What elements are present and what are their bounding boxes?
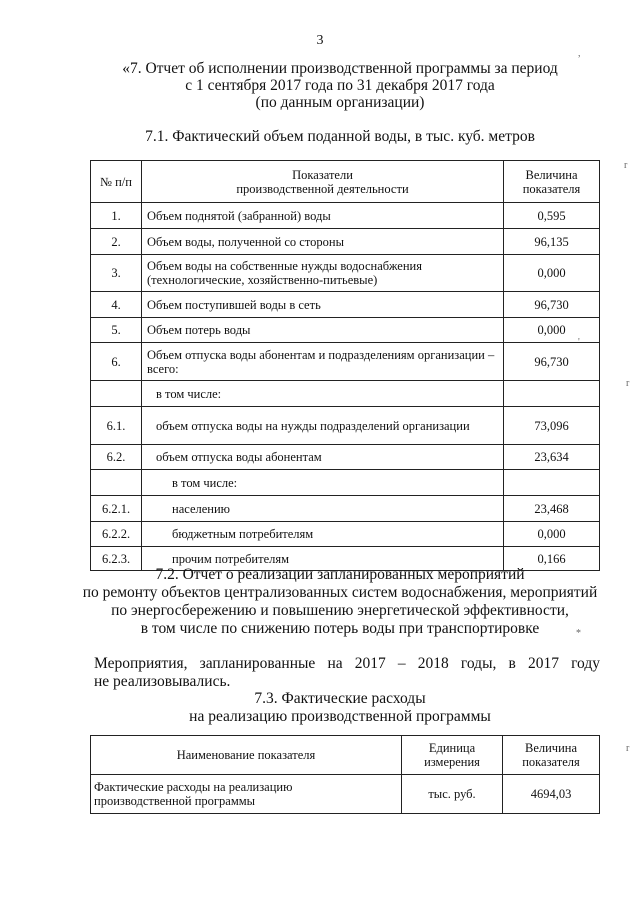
- header-num: № п/п: [91, 161, 142, 203]
- row-value: 0,000: [504, 318, 600, 343]
- table-row: [91, 407, 600, 445]
- header-indicator: [142, 161, 504, 203]
- row-label: бюджетным потребителям: [142, 522, 504, 547]
- scan-mark: ,: [578, 48, 581, 59]
- row-value: [504, 470, 600, 496]
- expense-name-line-2: производственной программы: [94, 794, 256, 808]
- expense-name-line-1: Фактические расходы на реализацию: [94, 780, 293, 794]
- row-value: [504, 381, 600, 407]
- header-indicator-line-2: производственной деятельности: [236, 181, 409, 196]
- section-7-2-title-line-3: по энергосбережению и повышению энергетической эффективности,: [111, 602, 569, 619]
- water-volume-table: [90, 160, 600, 571]
- section-7-2-title-line-1: 7.2. Отчет о реализации запланированных мероприятий: [155, 566, 525, 583]
- scan-mark: r: [626, 743, 630, 754]
- header-name: Наименование показателя: [91, 736, 402, 775]
- row-num: 6.2.1.: [91, 496, 142, 522]
- section-7-1-title: 7.1. Фактический объем поданной воды, в тыс. куб. метров: [145, 128, 535, 145]
- expenses-row: [91, 775, 600, 814]
- row-num: 6.: [91, 343, 142, 381]
- row-value: 23,468: [504, 496, 600, 522]
- section-7-2-paragraph: [94, 655, 600, 691]
- table-row: [91, 470, 600, 496]
- row-label: Объем воды на собственные нужды водоснабжения (технологические, хозяйственно-питьевые): [142, 255, 504, 292]
- row-value: 96,135: [504, 229, 600, 255]
- table-row: [91, 229, 600, 255]
- header-value-line-1: Величина: [525, 167, 578, 182]
- row-num: 4.: [91, 292, 142, 318]
- table-row: [91, 445, 600, 470]
- table-row: [91, 496, 600, 522]
- header-value-line-1: Величина: [524, 741, 578, 755]
- header-value-line-2: показателя: [522, 755, 580, 769]
- report-title-line-2: с 1 сентября 2017 года по 31 декабря 2017 года: [185, 77, 495, 94]
- report-title-line-3: (по данным организации): [255, 94, 425, 111]
- table-row: [91, 318, 600, 343]
- row-value: 23,634: [504, 445, 600, 470]
- header-value-line-2: показателя: [522, 181, 581, 196]
- row-value: 73,096: [504, 407, 600, 445]
- header-unit: [402, 736, 503, 775]
- header-indicator-line-1: Показатели: [292, 167, 353, 182]
- row-num: 6.2.2.: [91, 522, 142, 547]
- row-num: 5.: [91, 318, 142, 343]
- scan-mark: *: [576, 628, 581, 639]
- row-num: [91, 381, 142, 407]
- header-unit-line-1: Единица: [428, 741, 476, 755]
- row-label: населению: [142, 496, 504, 522]
- row-value: 96,730: [504, 343, 600, 381]
- page-number: 3: [316, 33, 324, 48]
- table-header-row: [91, 161, 600, 203]
- expense-name: [91, 775, 402, 814]
- table-row: [91, 255, 600, 292]
- section-7-2-title: [40, 566, 640, 638]
- scan-mark: r: [626, 378, 630, 389]
- expense-value: 4694,03: [503, 775, 600, 814]
- header-unit-line-2: измерения: [424, 755, 480, 769]
- section-7-2-title-line-4: в том числе по снижению потерь воды при транспортировке: [140, 620, 540, 637]
- section-7-2-text-line-2: не реализовывались.: [94, 673, 231, 690]
- report-title: [40, 60, 640, 111]
- row-label: Объем отпуска воды абонентам и подразделениям организации – всего:: [142, 343, 504, 381]
- table-row: [91, 381, 600, 407]
- header-value: [503, 736, 600, 775]
- row-num: 6.2.3.: [91, 547, 142, 571]
- report-title-line-1: «7. Отчет об исполнении производственной программы за период: [122, 60, 558, 77]
- section-7-2-text-line-1: Мероприятия, запланированные на 2017 – 2018 годы, в 2017 году: [94, 655, 600, 672]
- section-7-3-title: [40, 690, 640, 726]
- scan-mark: ': [578, 337, 580, 348]
- row-label: в том числе:: [142, 470, 504, 496]
- table-row: [91, 522, 600, 547]
- header-value: [504, 161, 600, 203]
- row-value: 0,595: [504, 203, 600, 229]
- row-value: 0,000: [504, 255, 600, 292]
- table-row: [91, 343, 600, 381]
- row-label: в том числе:: [142, 381, 504, 407]
- row-label: Объем поднятой (забранной) воды: [142, 203, 504, 229]
- expenses-header-row: [91, 736, 600, 775]
- row-num: 6.2.: [91, 445, 142, 470]
- row-num: 6.1.: [91, 407, 142, 445]
- row-value: 0,000: [504, 522, 600, 547]
- expenses-table: [90, 735, 600, 814]
- row-num: [91, 470, 142, 496]
- row-num: 3.: [91, 255, 142, 292]
- row-label: Объем воды, полученной со стороны: [142, 229, 504, 255]
- row-num: 2.: [91, 229, 142, 255]
- row-label: прочим потребителям: [142, 547, 504, 571]
- expense-unit: тыс. руб.: [402, 775, 503, 814]
- row-label: объем отпуска воды абонентам: [142, 445, 504, 470]
- row-value: 96,730: [504, 292, 600, 318]
- row-value: 0,166: [504, 547, 600, 571]
- row-label: объем отпуска воды на нужды подразделений организации: [142, 407, 504, 445]
- section-7-3-title-line-2: на реализацию производственной программы: [189, 708, 491, 725]
- scan-mark: r: [624, 160, 628, 171]
- table-row: [91, 203, 600, 229]
- row-num: 1.: [91, 203, 142, 229]
- section-7-3-title-line-1: 7.3. Фактические расходы: [254, 690, 426, 707]
- row-label: Объем поступившей воды в сеть: [142, 292, 504, 318]
- row-label: Объем потерь воды: [142, 318, 504, 343]
- section-7-2-title-line-2: по ремонту объектов централизованных систем водоснабжения, мероприятий: [82, 584, 598, 601]
- table-row: [91, 292, 600, 318]
